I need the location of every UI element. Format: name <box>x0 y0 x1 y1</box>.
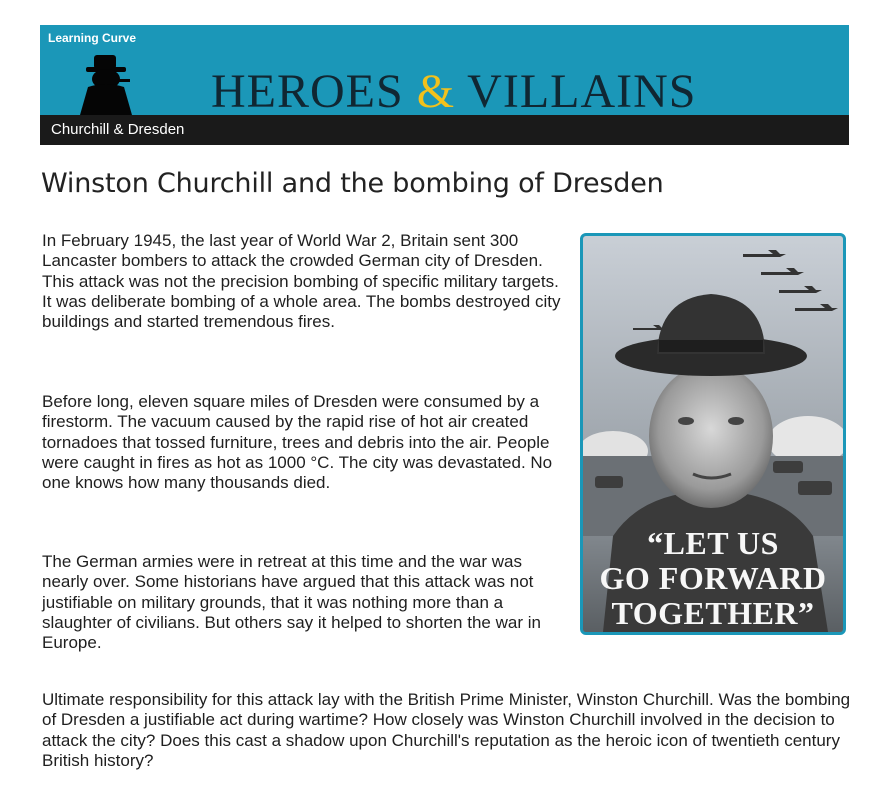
site-label-link[interactable]: Learning Curve <box>48 31 137 45</box>
paragraph-4: Ultimate responsibility for this attack lay with the British Prime Minister, Winston Churchill. Was the bombing of Dresden a justifiable act during wartime? How closely was Winston Churchill involved in the decision to attack the city? Does this cast a shadow upon Churchill's reputation as the heroic icon of twentieth century British history? <box>42 690 851 770</box>
poster-slogan-line-1: “LET US <box>647 525 779 561</box>
page-title: Winston Churchill and the bombing of Dresden <box>41 168 664 199</box>
poster-slogan-line-3: TOGETHER” <box>611 595 815 631</box>
banner-title: HEROES & VILLAINS <box>211 65 697 115</box>
churchill-silhouette-icon <box>74 53 144 115</box>
poster-slogan <box>583 526 843 631</box>
paragraph-3: The German armies were in retreat at this time and the war was nearly over. Some historians have argued that this attack was not justifiable on military grounds, that it was nothing more than a slaughter of civilians. But others say it helped to shorten the war in Europe. <box>42 552 541 653</box>
breadcrumb-bar <box>40 115 849 145</box>
breadcrumb[interactable]: Churchill & Dresden <box>51 121 185 138</box>
poster-slogan-line-2: GO FORWARD <box>599 560 827 596</box>
banner-header <box>40 25 849 115</box>
paragraph-2: Before long, eleven square miles of Dresden were consumed by a firestorm. The vacuum caused by the rapid rise of hot air created tornadoes that tossed furniture, trees and debris into the air. People were caught in fires as hot as 1000 °C. The city was devastated. No one knows how many thousands died. <box>42 392 553 493</box>
churchill-poster-image <box>580 233 846 635</box>
site-banner <box>40 25 849 145</box>
paragraph-1: In February 1945, the last year of World War 2, Britain sent 300 Lancaster bombers to attack the crowded German city of Dresden. This attack was not the precision bombing of specific military targets. It was deliberate bombing of a whole area. The bombs destroyed city buildings and started tremendous fires. <box>42 231 561 332</box>
